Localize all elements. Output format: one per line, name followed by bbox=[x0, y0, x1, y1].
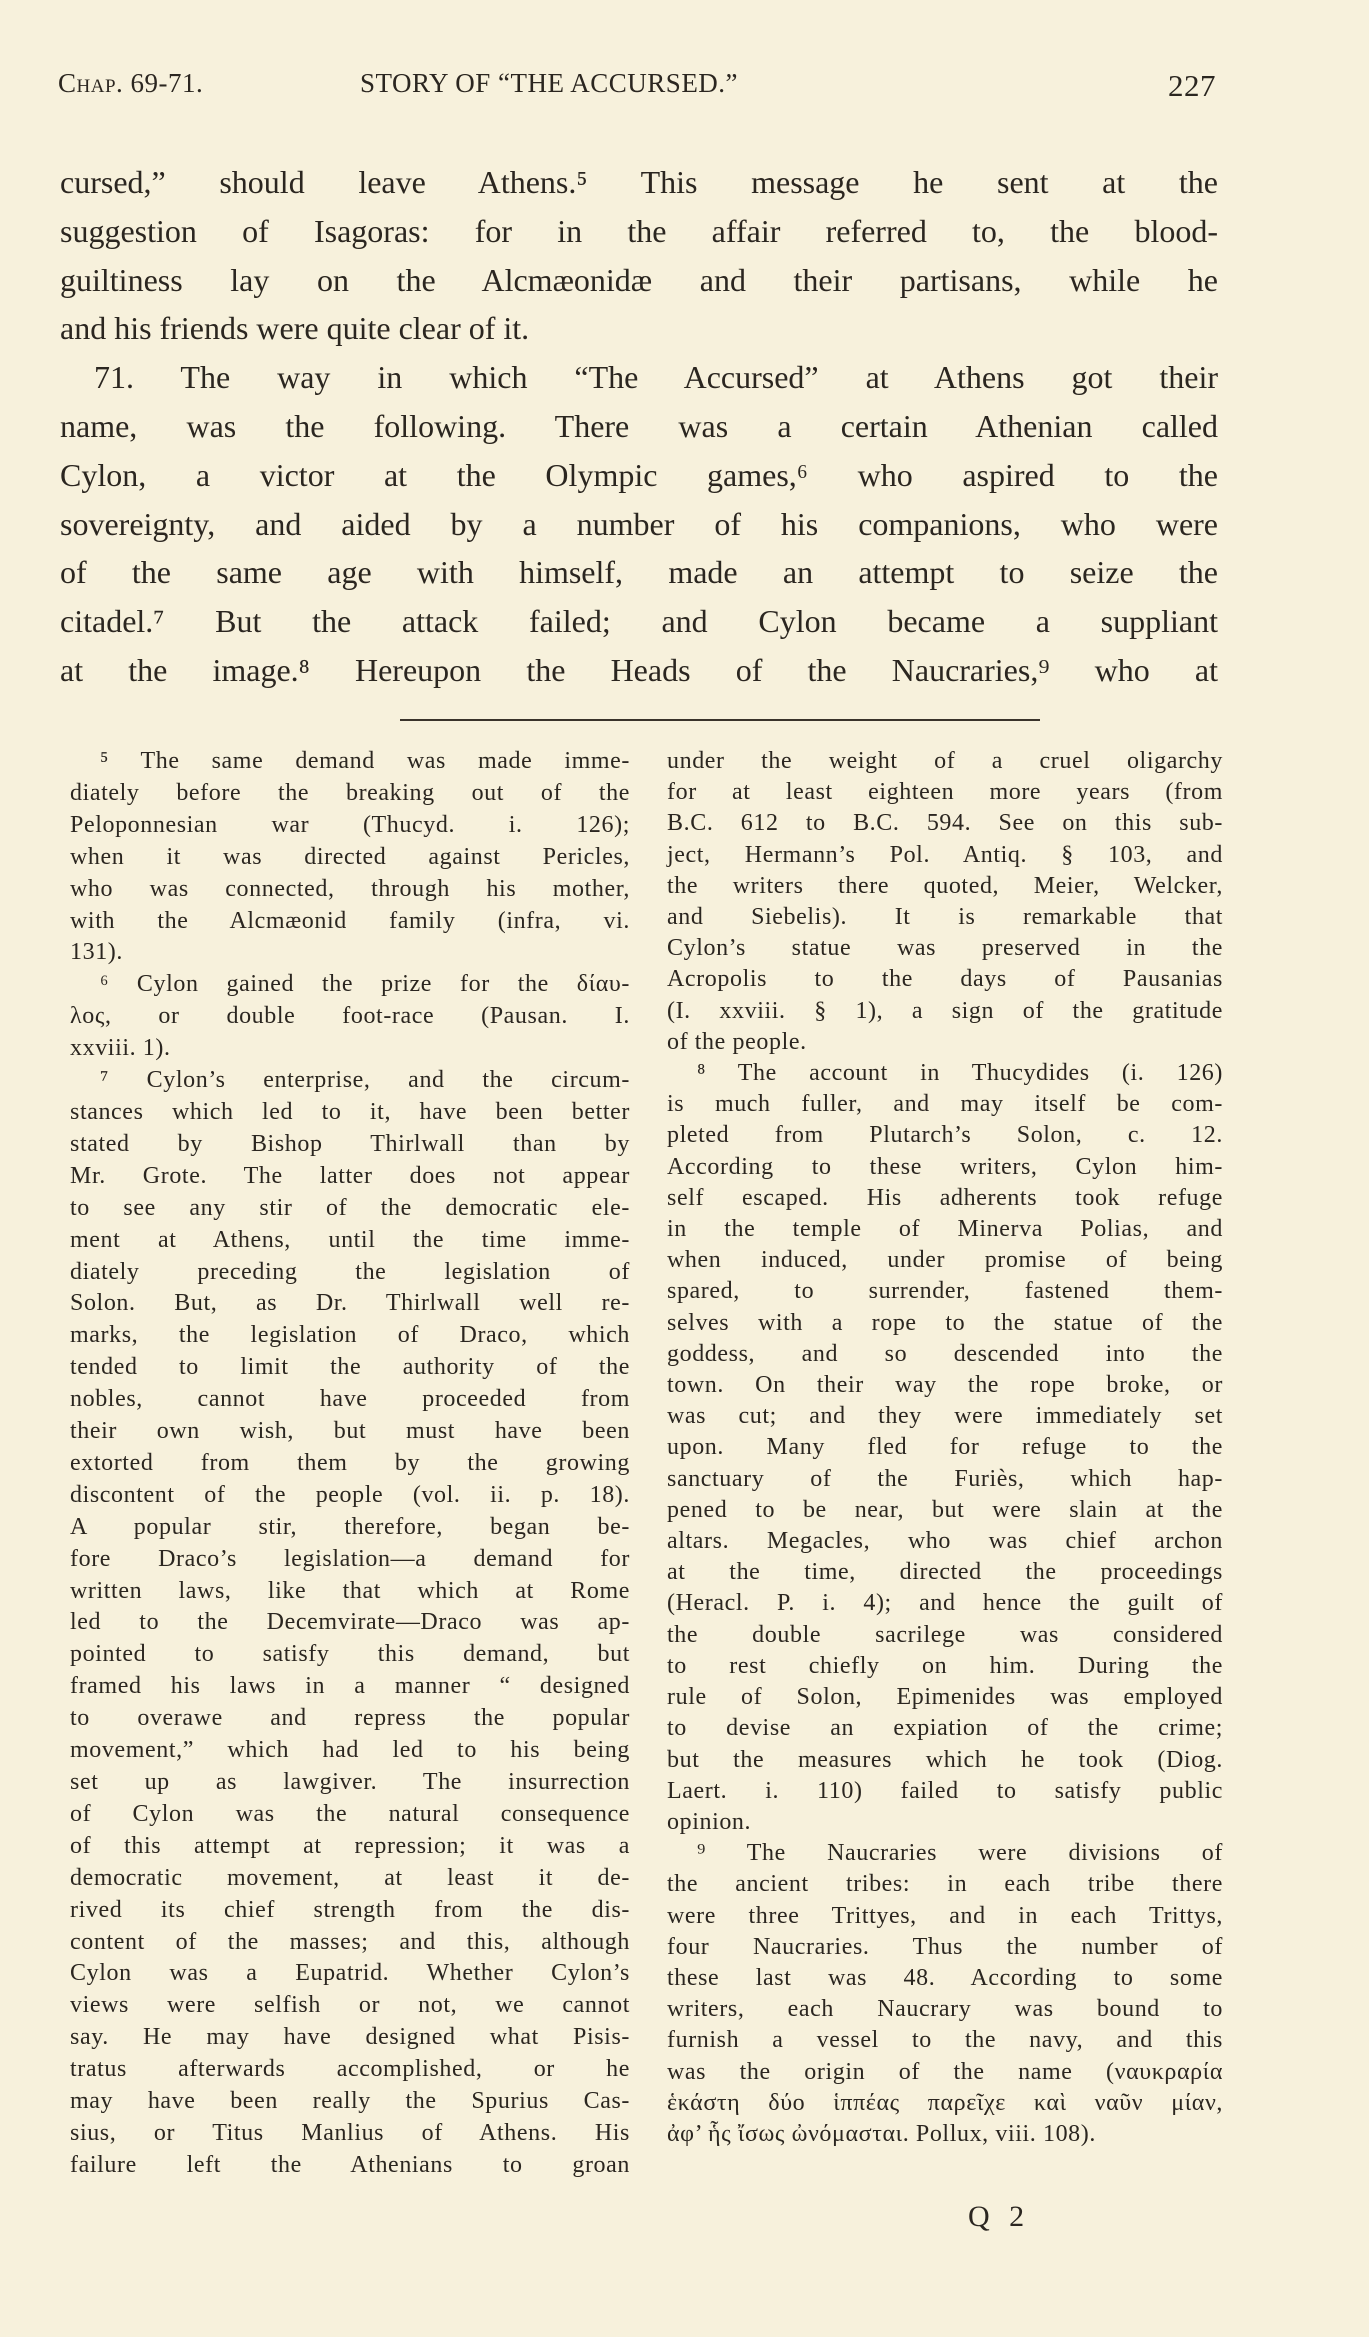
main-text bbox=[60, 158, 1218, 695]
text-line: democratic movement, at least it de- bbox=[70, 1864, 630, 1891]
text-line: were three Trittyes, and in each Trittys, bbox=[667, 1902, 1223, 1929]
text-line: sius, or Titus Manlius of Athens. His bbox=[70, 2119, 630, 2146]
text-line: cursed,” should leave Athens.⁵ This message he sent at the bbox=[60, 164, 1218, 200]
text-line: was the origin of the name (ναυκραρία bbox=[667, 2058, 1223, 2085]
text-line: λος, or double foot-race (Pausan. I. bbox=[70, 1003, 630, 1030]
text-line: nobles, cannot have proceeded from bbox=[70, 1386, 630, 1413]
text-line: content of the masses; and this, although bbox=[70, 1928, 630, 1955]
text-line: stances which led to it, have been better bbox=[70, 1098, 630, 1125]
text-line: at the image.⁸ Hereupon the Heads of the Naucraries,⁹ who at bbox=[60, 651, 1218, 688]
text-line: citadel.⁷ But the attack failed; and Cylon became a suppliant bbox=[60, 603, 1218, 640]
page-number: 227 bbox=[1168, 68, 1216, 103]
footnote bbox=[667, 1838, 1223, 2150]
text-line: diately before the breaking out of the bbox=[70, 779, 630, 806]
text-line: Cylon, a victor at the Olympic games,⁶ who aspired to the bbox=[60, 456, 1218, 493]
text-line: writers, each Naucrary was bound to bbox=[667, 1996, 1223, 2023]
text-line: when induced, under promise of being bbox=[667, 1247, 1223, 1274]
text-line: framed his laws in a manner “ designed bbox=[70, 1673, 630, 1700]
text-line: to rest chiefly on him. During the bbox=[667, 1652, 1223, 1679]
text-line: and Siebelis). It is remarkable that bbox=[667, 904, 1223, 931]
text-line: sanctuary of the Furiès, which hap- bbox=[667, 1465, 1223, 1492]
text-line: who was connected, through his mother, bbox=[70, 875, 630, 902]
text-line: (Heracl. P. i. 4); and hence the guilt of bbox=[667, 1590, 1223, 1617]
text-line: ἑκάστη δύο ἱππέας παρεῖχε καὶ ναῦν μίαν, bbox=[667, 2089, 1223, 2116]
text-line: ⁵ The same demand was made imme- bbox=[100, 748, 630, 774]
text-line: 71. The way in which “The Accursed” at Athens got their bbox=[94, 359, 1218, 396]
text-line: to overawe and repress the popular bbox=[70, 1705, 630, 1732]
text-line: town. On their way the rope broke, or bbox=[667, 1372, 1223, 1399]
text-line: these last was 48. According to some bbox=[667, 1964, 1223, 1991]
text-line: say. He may have designed what Pisis- bbox=[70, 2024, 630, 2051]
running-head-title: STORY OF “THE ACCURSED.” bbox=[360, 68, 739, 98]
footnote bbox=[70, 969, 630, 1065]
text-line: opinion. bbox=[667, 1808, 752, 1835]
text-line: the double sacrilege was considered bbox=[667, 1621, 1223, 1648]
text-line: Cylon’s statue was preserved in the bbox=[667, 935, 1223, 962]
paragraph bbox=[60, 353, 1218, 695]
footnote bbox=[70, 1065, 630, 2182]
text-line: ⁶ Cylon gained the prize for the δίαυ- bbox=[100, 971, 630, 998]
text-line: ment at Athens, until the time imme- bbox=[70, 1226, 630, 1253]
text-line: failure left the Athenians to groan bbox=[70, 2151, 630, 2178]
text-line: set up as lawgiver. The insurrection bbox=[70, 1769, 630, 1795]
text-line: (I. xxviii. § 1), a sign of the gratitude bbox=[667, 997, 1223, 1024]
text-line: pleted from Plutarch’s Solon, c. 12. bbox=[667, 1122, 1223, 1149]
text-line: upon. Many fled for refuge to the bbox=[667, 1434, 1223, 1461]
text-line: discontent of the people (vol. ii. p. 18). bbox=[70, 1481, 630, 1508]
text-line: ἀφ’ ἧς ἴσως ὠνόμασται. Pollux, viii. 108). bbox=[667, 2120, 1096, 2147]
text-line: Peloponnesian war (Thucyd. i. 126); bbox=[70, 811, 630, 838]
footnote bbox=[667, 746, 1223, 1058]
text-line: the ancient tribes: in each tribe there bbox=[667, 1871, 1223, 1898]
text-line: the writers there quoted, Meier, Welcker, bbox=[667, 872, 1223, 899]
text-line: tended to limit the authority of the bbox=[70, 1354, 630, 1381]
text-line: is much fuller, and may itself be com- bbox=[667, 1091, 1223, 1118]
footnote bbox=[70, 746, 630, 969]
text-line: of this attempt at repression; it was a bbox=[70, 1832, 630, 1859]
signature-mark: Q 2 bbox=[968, 2200, 1031, 2233]
text-line: may have been really the Spurius Cas- bbox=[70, 2088, 630, 2115]
text-line: diately preceding the legislation of bbox=[70, 1258, 630, 1285]
footnote bbox=[667, 1058, 1223, 1838]
text-line: ⁸ The account in Thucydides (i. 126) bbox=[697, 1060, 1223, 1087]
text-line: of the people. bbox=[667, 1028, 807, 1055]
text-line: Cylon was a Eupatrid. Whether Cylon’s bbox=[70, 1960, 630, 1987]
text-line: Acropolis to the days of Pausanias bbox=[667, 966, 1223, 993]
text-line: pened to be near, but were slain at the bbox=[667, 1496, 1223, 1523]
text-line: when it was directed against Pericles, bbox=[70, 843, 630, 870]
text-line: under the weight of a cruel oligarchy bbox=[667, 748, 1223, 774]
paragraph bbox=[60, 158, 1218, 353]
footnote-divider bbox=[400, 719, 1040, 721]
footnotes-left-column bbox=[70, 746, 630, 2182]
text-line: fore Draco’s legislation—a demand for bbox=[70, 1545, 630, 1572]
text-line: but the measures which he took (Diog. bbox=[667, 1746, 1223, 1773]
text-line: spared, to surrender, fastened them- bbox=[667, 1278, 1223, 1305]
text-line: four Naucraries. Thus the number of bbox=[667, 1933, 1223, 1960]
text-line: stated by Bishop Thirlwall than by bbox=[70, 1130, 630, 1157]
running-head-chapter: Chap. 69-71. bbox=[58, 68, 204, 98]
text-line: extorted from them by the growing bbox=[70, 1449, 630, 1476]
text-line: at the time, directed the proceedings bbox=[667, 1559, 1223, 1586]
text-line: furnish a vessel to the navy, and this bbox=[667, 2027, 1223, 2054]
text-line: self escaped. His adherents took refuge bbox=[667, 1184, 1223, 1211]
text-line: Laert. i. 110) failed to satisfy public bbox=[667, 1777, 1223, 1804]
text-line: ject, Hermann’s Pol. Antiq. § 103, and bbox=[667, 841, 1223, 868]
text-line: was cut; and they were immediately set bbox=[667, 1403, 1223, 1430]
text-line: suggestion of Isagoras: for in the affair referred to, the blood- bbox=[60, 212, 1218, 249]
text-line: led to the Decemvirate—Draco was ap- bbox=[70, 1609, 630, 1636]
text-line: xxviii. 1). bbox=[70, 1035, 171, 1062]
text-line: goddess, and so descended into the bbox=[667, 1340, 1223, 1367]
text-line: selves with a rope to the statue of the bbox=[667, 1309, 1223, 1336]
text-line: A popular stir, therefore, began be- bbox=[70, 1513, 630, 1540]
text-line: written laws, like that which at Rome bbox=[70, 1577, 630, 1604]
text-line: rule of Solon, Epimenides was employed bbox=[667, 1684, 1223, 1711]
footnotes-right-column bbox=[667, 746, 1223, 2150]
text-line: ⁷ Cylon’s enterprise, and the circum- bbox=[100, 1067, 630, 1094]
text-line: tratus afterwards accomplished, or he bbox=[70, 2056, 630, 2083]
text-line: altars. Megacles, who was chief archon bbox=[667, 1528, 1223, 1555]
text-line: of the same age with himself, made an attempt to seize the bbox=[60, 554, 1218, 591]
text-line: 131). bbox=[70, 939, 123, 966]
text-line: marks, the legislation of Draco, which bbox=[70, 1322, 630, 1349]
text-line: in the temple of Minerva Polias, and bbox=[667, 1216, 1223, 1243]
text-line: to devise an expiation of the crime; bbox=[667, 1715, 1223, 1742]
text-line: rived its chief strength from the dis- bbox=[70, 1896, 630, 1923]
text-line: of Cylon was the natural consequence bbox=[70, 1800, 630, 1827]
text-line: their own wish, but must have been bbox=[70, 1418, 630, 1445]
text-line: movement,” which had led to his being bbox=[70, 1737, 630, 1764]
text-line: and his friends were quite clear of it. bbox=[60, 310, 530, 347]
text-line: to see any stir of the democratic ele- bbox=[70, 1194, 630, 1221]
text-line: pointed to satisfy this demand, but bbox=[70, 1641, 630, 1668]
text-line: name, was the following. There was a certain Athenian called bbox=[60, 407, 1218, 444]
text-line: for at least eighteen more years (from bbox=[667, 779, 1223, 806]
text-line: ⁹ The Naucraries were divisions of bbox=[697, 1840, 1223, 1867]
text-line: sovereignty, and aided by a number of his companions, who were bbox=[60, 505, 1218, 542]
text-line: According to these writers, Cylon him- bbox=[667, 1153, 1223, 1180]
text-line: Solon. But, as Dr. Thirlwall well re- bbox=[70, 1290, 630, 1317]
text-line: views were selfish or not, we cannot bbox=[70, 1992, 630, 2019]
text-line: guiltiness lay on the Alcmæonidæ and their partisans, while he bbox=[60, 261, 1218, 298]
text-line: with the Alcmæonid family (infra, vi. bbox=[70, 907, 630, 934]
text-line: B.C. 612 to B.C. 594. See on this sub- bbox=[667, 810, 1223, 837]
text-line: Mr. Grote. The latter does not appear bbox=[70, 1162, 630, 1189]
